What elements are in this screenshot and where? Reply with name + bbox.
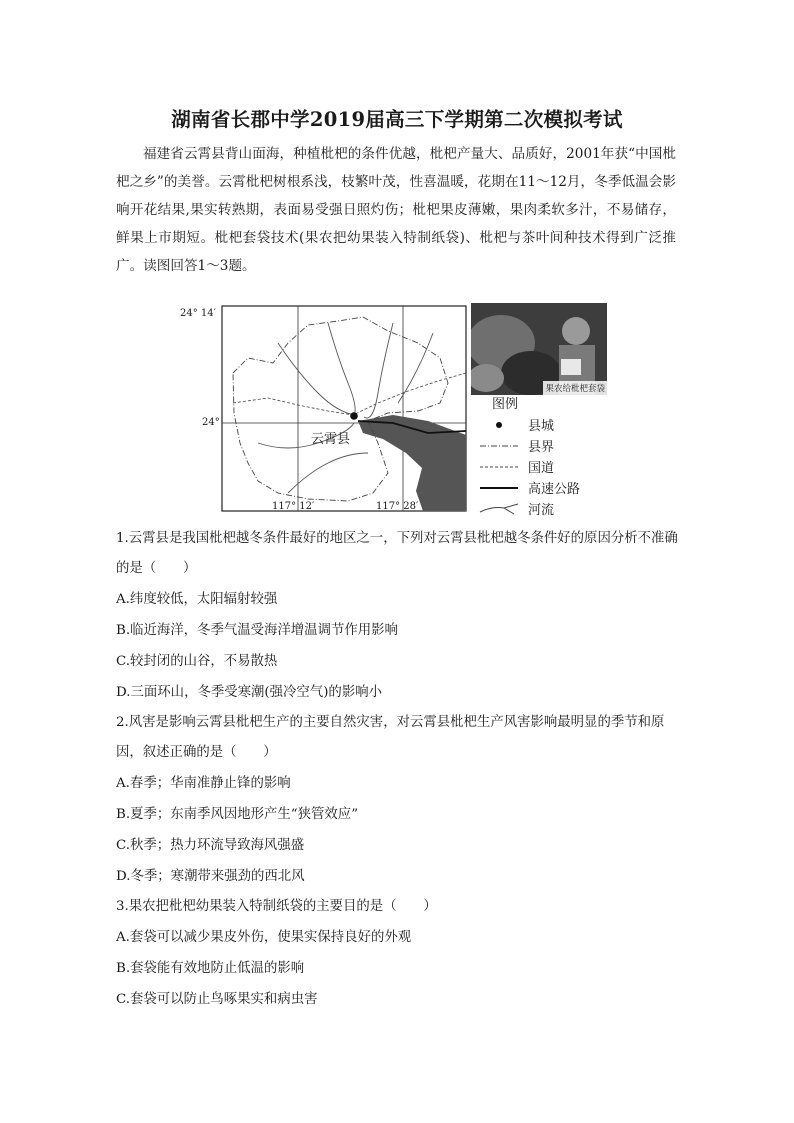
option-c: C.秋季；热力环流导致海风强盛 — [116, 838, 305, 853]
latitude-mid-label: 24° — [202, 417, 220, 428]
question-list — [116, 524, 682, 1015]
map-legend — [478, 396, 608, 519]
option-c: C.套袋可以防止鸟啄果实和病虫害 — [116, 992, 318, 1007]
solid-line-icon — [478, 481, 520, 495]
option-a: A.套袋可以减少果皮外伤，使果实保持良好的外观 — [116, 930, 412, 945]
option-b: B.夏季；东南季风因地形产生“狭管效应” — [116, 807, 359, 822]
longitude-left-label: 117° 12′ — [272, 501, 315, 512]
question-stem: 3.果农把枇杷幼果装入特制纸袋的主要目的是（ ） — [116, 899, 437, 914]
legend-item — [478, 456, 608, 477]
option-c: C.较封闭的山谷，不易散热 — [116, 654, 278, 669]
dot-symbol-icon — [478, 418, 520, 432]
river-icon — [478, 502, 520, 516]
map-figure — [178, 303, 610, 518]
latitude-top-label: 24° 14′ — [180, 308, 216, 319]
question-2 — [116, 708, 682, 892]
photo-caption: 果农给枇杷套袋 — [543, 381, 607, 395]
question-stem: 1.云霄县是我国枇杷越冬条件最好的地区之一，下列对云霄县枇杷越冬条件好的原因分析不准确的是（ ） — [116, 531, 678, 576]
legend-label: 国道 — [528, 461, 555, 476]
question-3 — [116, 892, 682, 1015]
option-d: D.三面环山，冬季受寒潮(强冷空气)的影响小 — [116, 685, 382, 700]
legend-title: 图例 — [492, 397, 519, 412]
dashdot-line-icon — [478, 439, 520, 453]
legend-item — [478, 435, 608, 456]
option-b: B.临近海洋，冬季气温受海洋增温调节作用影响 — [116, 623, 398, 638]
page-title: 湖南省长郡中学2019届高三下学期第二次模拟考试 — [171, 108, 623, 131]
option-d: D.冬季；寒潮带来强劲的西北风 — [116, 869, 305, 884]
county-seat-dot — [350, 412, 358, 420]
legend-label: 县界 — [528, 440, 555, 455]
question-1 — [116, 524, 682, 708]
intro-paragraph — [116, 140, 676, 280]
legend-label: 高速公路 — [528, 482, 581, 497]
longitude-right-label: 117° 28′ — [376, 501, 419, 512]
county-label: 云霄县 — [311, 432, 351, 447]
legend-label: 县城 — [528, 419, 555, 434]
legend-item — [478, 498, 608, 519]
option-b: B.套袋能有效地防止低温的影响 — [116, 961, 305, 976]
farmer-photo — [471, 303, 607, 395]
intro-text: 福建省云霄县背山面海，种植枇杷的条件优越，枇杷产量大、品质好，2001年获“中国枇杷之乡”的美誉。云霄枇杷树根系浅，枝繁叶茂，性喜温暖，花期在11～12月，冬季低温会影响开花结果,果实转熟期，表面易受强日照灼伤；枇杷果皮薄嫩，果肉柔软多汁，不易储存，鲜果上市期短。枇杷套袋技术(果农把幼果装入特制纸袋)、枇杷与茶叶间种技术得到广泛推广。读图回答1～3题。 — [116, 146, 676, 274]
map — [178, 303, 468, 513]
question-stem: 2.风害是影响云霄县枇杷生产的主要自然灾害，对云霄县枇杷生产风害影响最明显的季节和原因，叙述正确的是（ ） — [116, 715, 665, 760]
option-a: A.春季；华南准静止锋的影响 — [116, 776, 291, 791]
option-a: A.纬度较低，太阳辐射较强 — [116, 592, 278, 607]
legend-label: 河流 — [528, 503, 555, 518]
legend-item — [478, 414, 608, 435]
legend-item — [478, 477, 608, 498]
dashed-line-icon — [478, 460, 520, 474]
